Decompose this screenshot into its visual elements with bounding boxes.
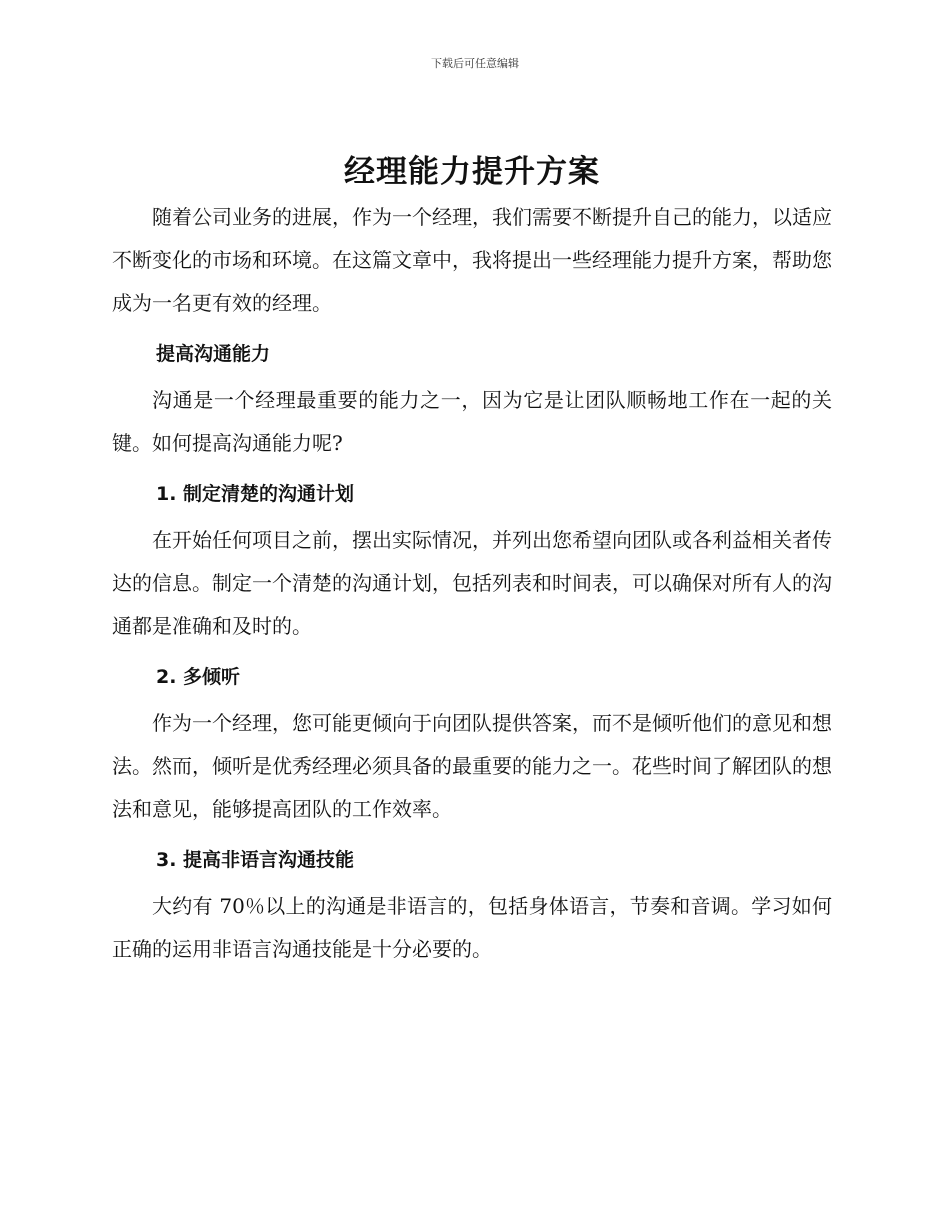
- section-paragraph: 沟通是一个经理最重要的能力之一，因为它是让团队顺畅地工作在一起的关键。如何提高沟通能力呢?: [112, 388, 832, 455]
- section-heading: 提高沟通能力: [156, 343, 271, 365]
- item-heading-3: 3. 提高非语言沟通技能: [156, 849, 355, 871]
- page-title: 经理能力提升方案: [344, 154, 600, 190]
- item-heading-1: 1. 制定清楚的沟通计划: [156, 483, 355, 505]
- intro-paragraph: 随着公司业务的进展，作为一个经理，我们需要不断提升自己的能力，以适应不断变化的市场和环境。在这篇文章中，我将提出一些经理能力提升方案，帮助您成为一名更有效的经理。: [112, 205, 832, 315]
- document-body: [112, 148, 832, 971]
- item-paragraph-1: 在开始任何项目之前，摆出实际情况，并列出您希望向团队或各利益相关者传达的信息。制定一个清楚的沟通计划，包括列表和时间表，可以确保对所有人的沟通都是准确和及时的。: [112, 528, 832, 638]
- item-heading-2: 2. 多倾听: [156, 666, 241, 688]
- item-paragraph-3: 大约有 70％以上的沟通是非语言的，包括身体语言，节奏和音调。学习如何正确的运用非语言沟通技能是十分必要的。: [112, 894, 832, 961]
- header-note: 下载后可任意编辑: [431, 57, 519, 70]
- item-paragraph-2: 作为一个经理，您可能更倾向于向团队提供答案，而不是倾听他们的意见和想法。然而，倾听是优秀经理必须具备的最重要的能力之一。花些时间了解团队的想法和意见，能够提高团队的工作效率。: [112, 711, 832, 821]
